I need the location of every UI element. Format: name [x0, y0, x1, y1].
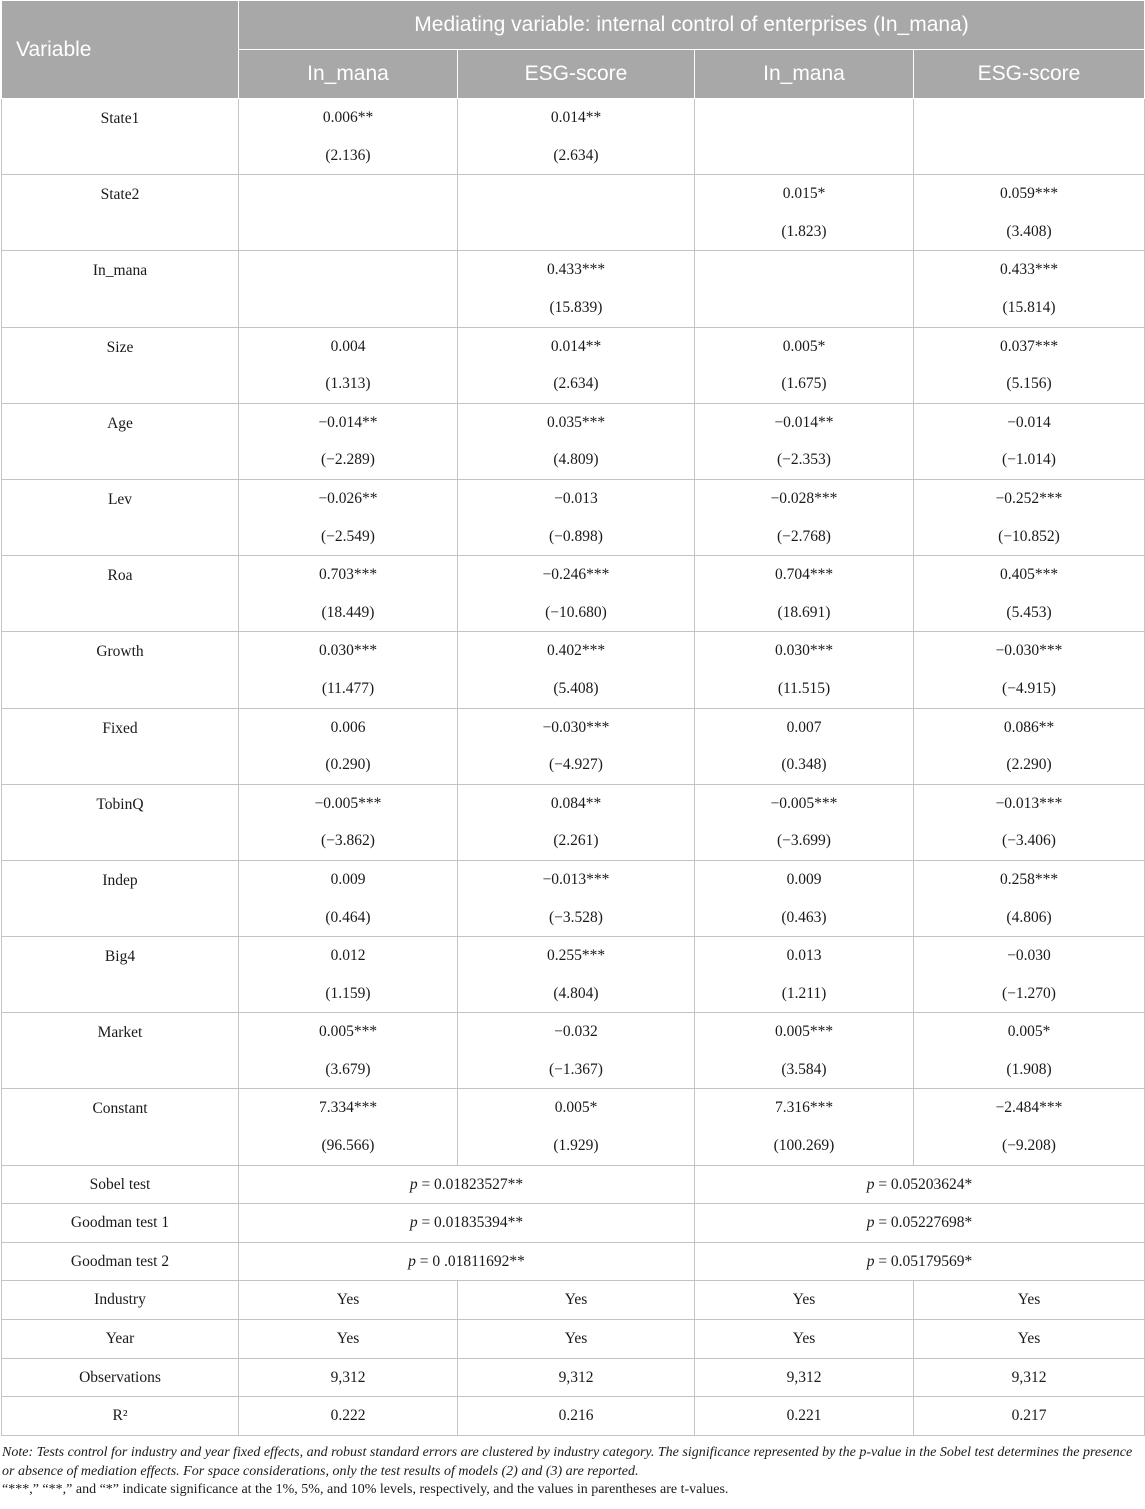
t-value-cell: (1.823)	[695, 213, 914, 251]
coefficient-row	[2, 327, 1145, 365]
summary-cell: 0.216	[458, 1397, 695, 1436]
p-symbol: p	[866, 1175, 875, 1193]
coefficient-cell: −0.026**	[239, 479, 458, 517]
test-row	[2, 1204, 1145, 1243]
coefficient-cell: −0.013***	[458, 860, 695, 898]
coefficient-cell: 0.005***	[239, 1013, 458, 1051]
t-value-cell: (−3.406)	[914, 822, 1145, 860]
t-value-cell	[914, 137, 1145, 175]
t-value-cell	[695, 289, 914, 327]
coefficient-row	[2, 632, 1145, 670]
t-value-cell: (15.839)	[458, 289, 695, 327]
t-value-cell: (18.691)	[695, 594, 914, 632]
test-p-value-right	[695, 1165, 1145, 1204]
t-value-cell: (4.804)	[458, 975, 695, 1013]
p-value-text: = 0.01823527**	[417, 1175, 524, 1193]
coefficient-cell: 0.006	[239, 708, 458, 746]
coefficient-row	[2, 937, 1145, 975]
test-p-value-left	[239, 1242, 695, 1281]
coefficient-cell: 0.014**	[458, 327, 695, 365]
t-value-cell	[239, 289, 458, 327]
note-line-2: “***,” “**,” and “*” indicate significance at the 1%, 5%, and 10% levels, respectively, and the values in parentheses are t-values.	[2, 1482, 729, 1497]
coefficient-cell: 0.037***	[914, 327, 1145, 365]
t-value-cell	[239, 213, 458, 251]
column-header-model-2: ESG-score	[458, 50, 695, 99]
coefficient-row	[2, 403, 1145, 441]
coefficient-cell: −0.014**	[695, 403, 914, 441]
coefficient-cell: −0.013	[458, 479, 695, 517]
p-symbol: p	[409, 1214, 418, 1232]
test-p-value-left	[239, 1165, 695, 1204]
coefficient-cell: 0.005*	[695, 327, 914, 365]
coefficient-cell: −0.013***	[914, 784, 1145, 822]
mediating-variable-group-header: Mediating variable: internal control of enterprises (In_mana)	[239, 1, 1145, 50]
coefficient-cell: 0.005*	[458, 1089, 695, 1127]
summary-label: R²	[2, 1397, 239, 1436]
t-value-cell: (−3.528)	[458, 898, 695, 936]
test-row	[2, 1165, 1145, 1204]
t-value-cell: (3.408)	[914, 213, 1145, 251]
row-label: Lev	[2, 479, 239, 555]
p-value-text: = 0.05227698*	[874, 1214, 973, 1232]
summary-cell: Yes	[914, 1320, 1145, 1359]
row-label: Size	[2, 327, 239, 403]
coefficient-cell	[695, 99, 914, 137]
t-value-cell: (0.348)	[695, 746, 914, 784]
coefficient-row	[2, 479, 1145, 517]
summary-cell: Yes	[458, 1320, 695, 1359]
coefficient-cell: 0.402***	[458, 632, 695, 670]
test-p-value-right	[695, 1242, 1145, 1281]
row-label: Growth	[2, 632, 239, 708]
p-value-text: = 0.05179569*	[874, 1252, 973, 1270]
table-note	[2, 1444, 1142, 1500]
t-value-cell: (−1.270)	[914, 975, 1145, 1013]
summary-cell: 9,312	[914, 1358, 1145, 1397]
t-value-cell: (1.211)	[695, 975, 914, 1013]
t-value-cell: (1.313)	[239, 365, 458, 403]
coefficient-cell: 0.009	[239, 860, 458, 898]
coefficient-cell: 0.005***	[695, 1013, 914, 1051]
summary-cell: Yes	[239, 1320, 458, 1359]
t-value-cell: (2.634)	[458, 365, 695, 403]
test-p-value-right	[695, 1204, 1145, 1243]
coefficient-row	[2, 251, 1145, 289]
coefficient-row	[2, 175, 1145, 213]
coefficient-cell: 0.030***	[239, 632, 458, 670]
coefficient-cell: −0.032	[458, 1013, 695, 1051]
t-value-cell: (5.453)	[914, 594, 1145, 632]
coefficient-cell: −0.030***	[458, 708, 695, 746]
coefficient-cell: 0.013	[695, 937, 914, 975]
coefficient-cell: 0.433***	[458, 251, 695, 289]
t-value-cell: (−2.353)	[695, 441, 914, 479]
t-value-cell: (−10.852)	[914, 518, 1145, 556]
t-value-cell: (−9.208)	[914, 1127, 1145, 1165]
column-header-model-4: ESG-score	[914, 50, 1145, 99]
coefficient-cell: −0.246***	[458, 556, 695, 594]
coefficient-cell	[695, 251, 914, 289]
row-label: Roa	[2, 556, 239, 632]
column-header-model-3: In_mana	[695, 50, 914, 99]
coefficient-cell	[914, 99, 1145, 137]
row-label: TobinQ	[2, 784, 239, 860]
t-value-cell: (100.269)	[695, 1127, 914, 1165]
t-value-cell: (96.566)	[239, 1127, 458, 1165]
row-label: Age	[2, 403, 239, 479]
coefficient-cell: −0.252***	[914, 479, 1145, 517]
t-value-cell: (−10.680)	[458, 594, 695, 632]
t-value-cell: (1.675)	[695, 365, 914, 403]
row-label: Constant	[2, 1089, 239, 1165]
regression-table	[1, 0, 1145, 1436]
coefficient-cell: −0.005***	[239, 784, 458, 822]
t-value-cell: (15.814)	[914, 289, 1145, 327]
t-value-cell: (−1.367)	[458, 1051, 695, 1089]
coefficient-cell: 0.086**	[914, 708, 1145, 746]
t-value-cell: (1.908)	[914, 1051, 1145, 1089]
summary-label: Year	[2, 1320, 239, 1359]
t-value-cell: (11.477)	[239, 670, 458, 708]
coefficient-cell: 7.316***	[695, 1089, 914, 1127]
row-label: State2	[2, 175, 239, 251]
t-value-cell: (1.929)	[458, 1127, 695, 1165]
t-value-cell: (5.408)	[458, 670, 695, 708]
row-label: State1	[2, 99, 239, 175]
coefficient-cell: 0.005*	[914, 1013, 1145, 1051]
t-value-cell: (0.290)	[239, 746, 458, 784]
coefficient-row	[2, 1089, 1145, 1127]
coefficient-cell: 0.007	[695, 708, 914, 746]
coefficient-cell: 0.258***	[914, 860, 1145, 898]
coefficient-cell: 0.255***	[458, 937, 695, 975]
coefficient-cell: 0.015*	[695, 175, 914, 213]
test-label: Goodman test 2	[2, 1242, 239, 1281]
test-label: Sobel test	[2, 1165, 239, 1204]
summary-cell: 9,312	[695, 1358, 914, 1397]
t-value-cell: (−0.898)	[458, 518, 695, 556]
coefficient-row	[2, 556, 1145, 594]
row-label: Market	[2, 1013, 239, 1089]
variable-column-header: Variable	[2, 1, 239, 99]
row-label: Big4	[2, 937, 239, 1013]
t-value-cell: (0.464)	[239, 898, 458, 936]
t-value-cell: (−2.768)	[695, 518, 914, 556]
summary-row	[2, 1397, 1145, 1436]
p-symbol: p	[866, 1252, 875, 1270]
t-value-cell: (−3.862)	[239, 822, 458, 860]
coefficient-cell: 0.035***	[458, 403, 695, 441]
coefficient-cell: −0.030	[914, 937, 1145, 975]
summary-label: Observations	[2, 1358, 239, 1397]
row-label: Indep	[2, 860, 239, 936]
t-value-cell: (3.584)	[695, 1051, 914, 1089]
coefficient-row	[2, 708, 1145, 746]
t-value-cell: (2.136)	[239, 137, 458, 175]
coefficient-cell: 0.084**	[458, 784, 695, 822]
summary-cell: Yes	[239, 1281, 458, 1320]
p-value-text: = 0.01835394**	[417, 1214, 524, 1232]
summary-cell: 0.222	[239, 1397, 458, 1436]
summary-cell: Yes	[695, 1320, 914, 1359]
coefficient-cell: −0.014**	[239, 403, 458, 441]
note-line-1: Note: Tests control for industry and year fixed effects, and robust standard errors are clustered by industry category. The significance represented by the p-value in the Sobel test determines the presence or absence of mediation effects. For space considerations, only the test results of models (2) and (3) are reported.	[2, 1445, 1133, 1479]
summary-cell: 0.221	[695, 1397, 914, 1436]
t-value-cell: (11.515)	[695, 670, 914, 708]
coefficient-cell	[239, 175, 458, 213]
coefficient-cell: −0.014	[914, 403, 1145, 441]
t-value-cell: (4.806)	[914, 898, 1145, 936]
summary-row	[2, 1281, 1145, 1320]
coefficient-cell: −0.005***	[695, 784, 914, 822]
summary-cell: 0.217	[914, 1397, 1145, 1436]
coefficient-cell: 0.014**	[458, 99, 695, 137]
t-value-cell: (1.159)	[239, 975, 458, 1013]
p-symbol: p	[409, 1175, 418, 1193]
coefficient-cell: −0.028***	[695, 479, 914, 517]
coefficient-row	[2, 99, 1145, 137]
t-value-cell: (2.290)	[914, 746, 1145, 784]
coefficient-cell	[239, 251, 458, 289]
t-value-cell: (−2.289)	[239, 441, 458, 479]
coefficient-cell: −2.484***	[914, 1089, 1145, 1127]
t-value-cell: (18.449)	[239, 594, 458, 632]
t-value-cell: (0.463)	[695, 898, 914, 936]
t-value-cell: (2.634)	[458, 137, 695, 175]
coefficient-cell: 0.030***	[695, 632, 914, 670]
coefficient-cell: 0.704***	[695, 556, 914, 594]
summary-cell: Yes	[458, 1281, 695, 1320]
summary-row	[2, 1320, 1145, 1359]
t-value-cell: (3.679)	[239, 1051, 458, 1089]
t-value-cell: (−3.699)	[695, 822, 914, 860]
test-row	[2, 1242, 1145, 1281]
summary-cell: 9,312	[239, 1358, 458, 1397]
coefficient-row	[2, 860, 1145, 898]
column-header-model-1: In_mana	[239, 50, 458, 99]
summary-label: Industry	[2, 1281, 239, 1320]
p-value-text: = 0.05203624*	[874, 1175, 973, 1193]
table-header	[2, 1, 1145, 99]
coefficient-cell: 0.433***	[914, 251, 1145, 289]
coefficient-cell: 0.009	[695, 860, 914, 898]
coefficient-row	[2, 784, 1145, 822]
coefficient-cell: 0.004	[239, 327, 458, 365]
coefficient-row	[2, 1013, 1145, 1051]
t-value-cell: (−4.927)	[458, 746, 695, 784]
summary-cell: Yes	[914, 1281, 1145, 1320]
summary-cell: Yes	[695, 1281, 914, 1320]
test-label: Goodman test 1	[2, 1204, 239, 1243]
summary-cell: 9,312	[458, 1358, 695, 1397]
p-symbol: p	[408, 1252, 416, 1270]
t-value-cell: (5.156)	[914, 365, 1145, 403]
t-value-cell: (−4.915)	[914, 670, 1145, 708]
t-value-cell: (4.809)	[458, 441, 695, 479]
summary-row	[2, 1358, 1145, 1397]
test-p-value-left	[239, 1204, 695, 1243]
t-value-cell	[458, 213, 695, 251]
t-value-cell: (2.261)	[458, 822, 695, 860]
p-symbol: p	[866, 1214, 875, 1232]
t-value-cell	[695, 137, 914, 175]
t-value-cell: (−1.014)	[914, 441, 1145, 479]
row-label: Fixed	[2, 708, 239, 784]
coefficient-cell: 0.012	[239, 937, 458, 975]
row-label: In_mana	[2, 251, 239, 327]
coefficient-cell: 0.405***	[914, 556, 1145, 594]
coefficient-cell: 0.059***	[914, 175, 1145, 213]
header-row-top	[2, 1, 1145, 50]
coefficient-cell	[458, 175, 695, 213]
coefficient-cell: 0.006**	[239, 99, 458, 137]
coefficient-cell: 0.703***	[239, 556, 458, 594]
coefficient-cell: −0.030***	[914, 632, 1145, 670]
p-value-text: = 0 .01811692**	[415, 1252, 525, 1270]
coefficient-cell: 7.334***	[239, 1089, 458, 1127]
table-body	[2, 99, 1145, 1436]
t-value-cell: (−2.549)	[239, 518, 458, 556]
